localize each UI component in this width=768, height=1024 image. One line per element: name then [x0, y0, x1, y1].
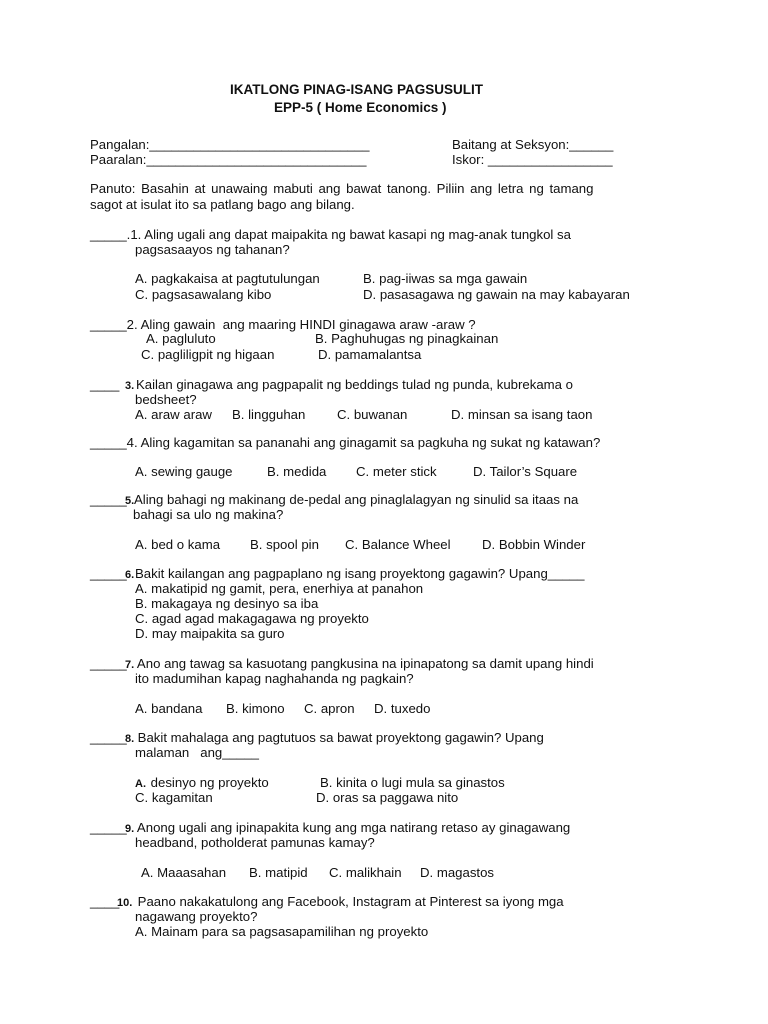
answer-blank-6: _____ [90, 566, 127, 581]
q3-choice-a: A. araw araw [135, 407, 212, 422]
answer-blank-7: _____ [90, 656, 127, 671]
question-9: Anong ugali ang ipinapakita kung ang mga natirang retaso ay ginagawang [134, 820, 571, 835]
question-5-continuation: bahagi sa ulo ng makina? [133, 507, 284, 522]
question-number-10: 10. [117, 897, 133, 909]
q3-choice-b: B. lingguhan [232, 407, 306, 422]
question-number-5: 5. [125, 495, 135, 507]
q6-choice-a: A. makatipid ng gamit, pera, enerhiya at panahon [135, 581, 424, 596]
question-2: _____2. Aling gawain ang maaring HINDI ginagawa araw -araw ? [90, 317, 476, 332]
q4-choice-d: D. Tailor’s Square [473, 464, 578, 479]
name-field: Pangalan:______________________________ [90, 137, 370, 152]
score-field: Iskor: _________________ [452, 152, 613, 167]
q8-choice-b: B. kinita o lugi mula sa ginastos [320, 775, 505, 790]
school-field: Paaralan:______________________________ [90, 152, 367, 167]
question-number-8: 8. [125, 733, 135, 745]
question-9-continuation: headband, potholderat pamunas kamay? [135, 835, 375, 850]
question-7: Ano ang tawag sa kasuotang pangkusina na ipinapatong sa damit upang hindi [134, 656, 594, 671]
q4-choice-c: C. meter stick [356, 464, 437, 479]
q7-choice-c: C. apron [304, 701, 355, 716]
instructions-line-1: Panuto: Basahin at unawaing mabuti ang bawat tanong. Piliin ang letra ng tamang [90, 181, 594, 196]
question-number-6: 6. [125, 569, 135, 581]
q1-choice-d: D. pasasagawa ng gawain na may kabayaran [363, 287, 630, 302]
question-1-continuation: pagsasaayos ng tahanan? [135, 242, 290, 257]
question-8: Bakit mahalaga ang pagtutuos sa bawat proyektong gagawin? Upang [134, 730, 544, 745]
q7-choice-a: A. bandana [135, 701, 203, 716]
q6-choice-b: B. makagaya ng desinyo sa iba [135, 596, 319, 611]
question-10-continuation: nagawang proyekto? [135, 909, 258, 924]
question-number-9: 9. [125, 823, 135, 835]
q8-choice-c: C. kagamitan [135, 790, 213, 805]
q9-choice-b: B. matipid [249, 865, 308, 880]
answer-blank-10: ____ [90, 894, 120, 909]
q6-choice-c: C. agad agad makagagawa ng proyekto [135, 611, 369, 626]
q1-choice-c: C. pagsasawalang kibo [135, 287, 272, 302]
question-7-continuation: ito madumihan kapag naghahanda ng pagkain? [135, 671, 414, 686]
q6-choice-d: D. may maipakita sa guro [135, 626, 285, 641]
q9-choice-c: C. malikhain [329, 865, 402, 880]
q3-choice-d: D. minsan sa isang taon [451, 407, 593, 422]
q4-choice-a: A. sewing gauge [135, 464, 233, 479]
question-number-7: 7. [125, 659, 135, 671]
q7-choice-d: D. tuxedo [374, 701, 431, 716]
grade-section-field: Baitang at Seksyon:______ [452, 137, 614, 152]
q8-choice-a: desinyo ng proyekto [147, 775, 269, 790]
q8-choice-a-letter: A. [135, 778, 146, 790]
q1-choice-a: A. pagkakaisa at pagtutulungan [135, 271, 320, 286]
q1-choice-b: B. pag-iiwas sa mga gawain [363, 271, 528, 286]
q5-choice-b: B. spool pin [250, 537, 319, 552]
question-1: _____.1. Aling ugali ang dapat maipakita ng bawat kasapi ng mag-anak tungkol sa [90, 227, 571, 242]
question-5: Aling bahagi ng makinang de-pedal ang pinaglalagyan ng sinulid sa itaas na [134, 492, 579, 507]
question-8-continuation: malaman ang_____ [135, 745, 259, 760]
q9-choice-a: A. Maaasahan [141, 865, 227, 880]
answer-blank-5: _____ [90, 492, 127, 507]
exam-title: IKATLONG PINAG-ISANG PAGSUSULIT [230, 82, 483, 97]
question-3-continuation: bedsheet? [135, 392, 197, 407]
q2-choice-b: B. Paghuhugas ng pinagkainan [315, 331, 499, 346]
q2-choice-c: C. pagliligpit ng higaan [141, 347, 275, 362]
q10-choice-a: A. Mainam para sa pagsasapamilihan ng proyekto [135, 924, 429, 939]
q8-choice-d: D. oras sa paggawa nito [316, 790, 459, 805]
exam-subtitle: EPP-5 ( Home Economics ) [274, 100, 447, 115]
answer-blank-3: ____ [90, 377, 120, 392]
q7-choice-b: B. kimono [226, 701, 285, 716]
question-10: Paano nakakatulong ang Facebook, Instagram at Pinterest sa iyong mga [134, 894, 564, 909]
q3-choice-c: C. buwanan [337, 407, 408, 422]
instructions-line-2: sagot at isulat ito sa patlang bago ang bilang. [90, 197, 355, 212]
q9-choice-d: D. magastos [420, 865, 495, 880]
answer-blank-8: _____ [90, 730, 127, 745]
question-4: _____4. Aling kagamitan sa pananahi ang ginagamit sa pagkuha ng sukat ng katawan? [90, 435, 601, 450]
question-number-3: 3. [125, 380, 135, 392]
q5-choice-a: A. bed o kama [135, 537, 221, 552]
question-6: Bakit kailangan ang pagpaplano ng isang proyektong gagawin? Upang_____ [135, 566, 585, 581]
question-3: Kailan ginagawa ang pagpapalit ng beddings tulad ng punda, kubrekama o [136, 377, 573, 392]
q2-choice-a: A. pagluluto [146, 331, 216, 346]
q5-choice-c: C. Balance Wheel [345, 537, 451, 552]
answer-blank-9: _____ [90, 820, 127, 835]
q2-choice-d: D. pamamalantsa [318, 347, 422, 362]
q5-choice-d: D. Bobbin Winder [482, 537, 586, 552]
q4-choice-b: B. medida [267, 464, 327, 479]
